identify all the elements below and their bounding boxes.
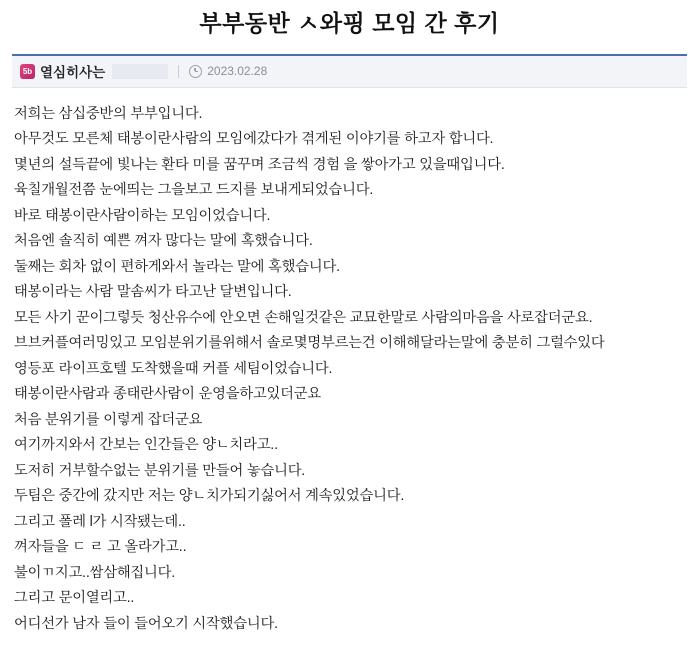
body-line: 모든 사기 꾼이그렇듯 청산유수에 안오면 손해일것같은 교묘한말로 사람의마음을 사로잡더군요.	[14, 309, 593, 326]
body-line: 몇년의 설득끝에 빛나는 환타 미를 꿈꾸며 조금씩 경험 을 쌓아가고 있을때입니다.	[14, 156, 505, 173]
body-line: 껴자들을 ㄷ ㄹ 고 올라가고..	[14, 539, 187, 556]
body-line: 그리고 문이열리고..	[14, 590, 135, 607]
body-line: 아무것도 모른체 태봉이란사람의 모임에갔다가 겪게된 이야기를 하고자 합니다.	[14, 131, 494, 148]
author-name[interactable]: 열심히사는	[40, 65, 106, 81]
body-line: 바로 태봉이란사람이하는 모임이었습니다.	[14, 207, 271, 224]
author-name-redaction	[112, 64, 168, 79]
title-bar	[0, 0, 699, 48]
body-line: 영등포 라이프호텔 도착했을때 커플 세팀이었습니다.	[14, 360, 333, 377]
body-line: 육칠개월전쯤 눈에띄는 그을보고 드지를 보내게되었습니다.	[14, 182, 374, 199]
post-meta-row	[12, 54, 687, 88]
body-line: 불이ㄲ지고..쌈삼해집니다.	[14, 564, 176, 581]
rank-badge-icon: 5b	[20, 64, 35, 79]
date-block	[189, 64, 267, 78]
body-line: 태봉이란사람과 종태란사람이 운영을하고있더군요	[14, 386, 321, 403]
body-line: 여기까지와서 간보는 인간들은 양ㄴ치라고..	[14, 437, 278, 454]
page-title: 부부동반 ㅅ와핑 모임 간 후기	[199, 10, 500, 36]
body-line: 그리고 폴레 l가 시작됐는데..	[14, 513, 186, 530]
body-line: 태봉이라는 사람 말솜씨가 타고난 달변입니다.	[14, 284, 292, 301]
post-body	[12, 102, 687, 638]
post-date: 2023.02.28	[207, 64, 268, 79]
body-line: 둘째는 회차 없이 편하게와서 놀라는 말에 혹했습니다.	[14, 258, 340, 275]
author-block[interactable]	[20, 61, 168, 81]
body-line: 저희는 삼십중반의 부부입니다.	[14, 105, 203, 122]
clock-icon	[189, 65, 202, 78]
body-line: 어디선가 남자 들이 들어오기 시작했습니다.	[14, 615, 278, 632]
body-line: 처음 분위기를 이렇게 잡더군요	[14, 411, 203, 428]
body-line: 브브커플여러밍있고 모임분위기를위해서 솔로몇명부르는건 이해해달라는말에 충분히 그럴수있다	[14, 335, 605, 352]
body-line: 두팀은 중간에 갔지만 저는 양ㄴ치가되기싫어서 계속있었습니다.	[14, 488, 405, 505]
body-line: 도저히 거부할수없는 분위기를 만들어 놓습니다.	[14, 462, 306, 479]
body-line: 처음엔 솔직히 예쁜 껴자 많다는 말에 혹했습니다.	[14, 233, 313, 250]
meta-divider	[178, 65, 179, 78]
